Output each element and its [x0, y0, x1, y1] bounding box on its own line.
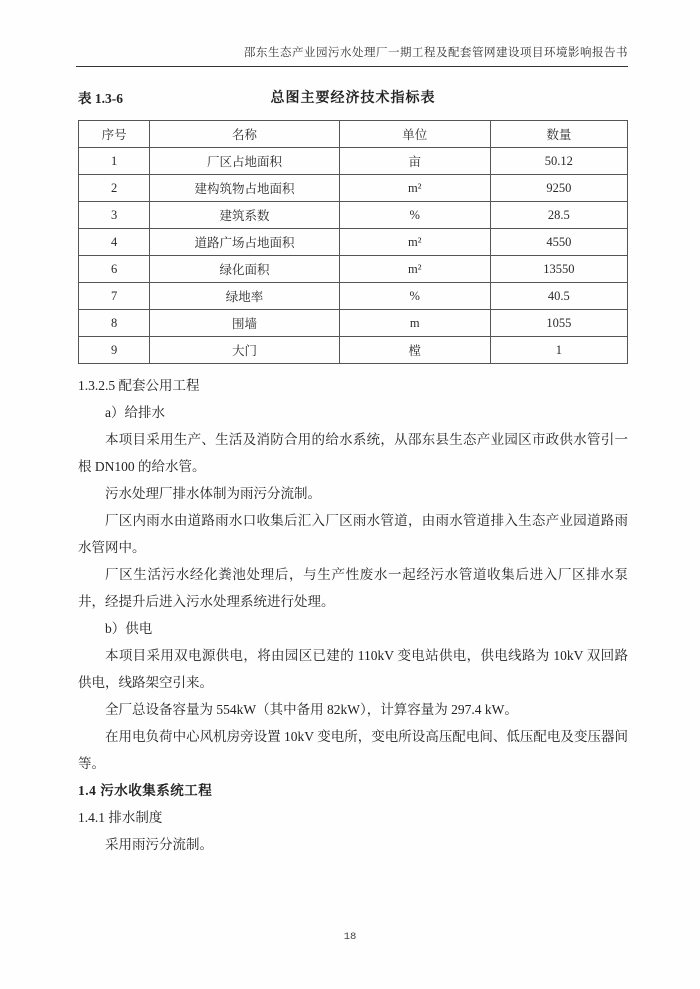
body-text — [78, 372, 628, 858]
table-row — [79, 202, 628, 229]
paragraph: 厂区生活污水经化粪池处理后，与生产性废水一起经污水管道收集后进入厂区排水泵井，经提升后进入污水处理系统进行处理。 — [78, 567, 628, 609]
page-content — [78, 84, 628, 858]
table-cell: 厂区占地面积 — [150, 148, 339, 175]
table-cell: m² — [339, 175, 490, 202]
table-title: 总图主要经济技术指标表 — [270, 91, 436, 106]
table-cell: 建筑系数 — [150, 202, 339, 229]
table-cell: 1 — [79, 148, 150, 175]
table-row — [79, 229, 628, 256]
table-row — [79, 148, 628, 175]
table-cell: 建构筑物占地面积 — [150, 175, 339, 202]
table-cell: 7 — [79, 283, 150, 310]
table-row — [79, 283, 628, 310]
table-cell: 樘 — [339, 337, 490, 364]
table-cell: m² — [339, 256, 490, 283]
table-cell: 4 — [79, 229, 150, 256]
page-header — [76, 44, 628, 67]
table-cell: 围墙 — [150, 310, 339, 337]
table-number-label: 表 1.3-6 — [78, 91, 123, 106]
header-cell-quantity: 数量 — [490, 121, 627, 148]
paragraph: 在用电负荷中心风机房旁设置 10kV 变电所，变电所设高压配电间、低压配电及变压器间等。 — [78, 729, 628, 771]
table-cell: 1055 — [490, 310, 627, 337]
paragraph: 本项目采用双电源供电，将由园区已建的 110kV 变电站供电，供电线路为 10kV 双回路供电，线路架空引来。 — [78, 648, 628, 690]
table-cell: 50.12 — [490, 148, 627, 175]
table-header-row — [79, 121, 628, 148]
table-cell: 绿地率 — [150, 283, 339, 310]
table-cell: 8 — [79, 310, 150, 337]
table-cell: 绿化面积 — [150, 256, 339, 283]
table-row — [79, 256, 628, 283]
paragraph: 全厂总设备容量为 554kW（其中备用 82kW），计算容量为 297.4 kW。 — [105, 702, 518, 717]
section-heading-1325: 1.3.2.5 配套公用工程 — [78, 378, 200, 393]
paragraph: 采用雨污分流制。 — [105, 837, 213, 852]
table-cell: 道路广场占地面积 — [150, 229, 339, 256]
table-caption — [78, 84, 628, 114]
paragraph: 污水处理厂排水体制为雨污分流制。 — [105, 486, 321, 501]
table-cell: 13550 — [490, 256, 627, 283]
table-cell: 4550 — [490, 229, 627, 256]
table-row — [79, 175, 628, 202]
table-cell: 9250 — [490, 175, 627, 202]
table-cell: 28.5 — [490, 202, 627, 229]
paragraph: 厂区内雨水由道路雨水口收集后汇入厂区雨水管道，由雨水管道排入生态产业园道路雨水管网中。 — [78, 513, 628, 555]
table-cell: 9 — [79, 337, 150, 364]
report-title: 邵东生态产业园污水处理厂一期工程及配套管网建设项目环境影响报告书 — [244, 47, 628, 59]
table-cell: m² — [339, 229, 490, 256]
table-cell: % — [339, 283, 490, 310]
table-cell: 大门 — [150, 337, 339, 364]
item-a-label: a）给排水 — [105, 405, 165, 420]
header-cell-name: 名称 — [150, 121, 339, 148]
section-heading-141: 1.4.1 排水制度 — [78, 810, 163, 825]
header-cell-unit: 单位 — [339, 121, 490, 148]
table-cell: 1 — [490, 337, 627, 364]
table-row — [79, 310, 628, 337]
table-cell: m — [339, 310, 490, 337]
table-cell: 2 — [79, 175, 150, 202]
section-heading-14: 1.4 污水收集系统工程 — [78, 783, 213, 798]
table-cell: % — [339, 202, 490, 229]
table-cell: 6 — [79, 256, 150, 283]
table-cell: 亩 — [339, 148, 490, 175]
table-cell: 3 — [79, 202, 150, 229]
economic-indicators-table — [78, 120, 628, 364]
page-number: 18 — [343, 931, 357, 943]
table-row — [79, 337, 628, 364]
item-b-label: b）供电 — [105, 621, 153, 636]
header-cell-index: 序号 — [79, 121, 150, 148]
table-cell: 40.5 — [490, 283, 627, 310]
paragraph: 本项目采用生产、生活及消防合用的给水系统，从邵东县生态产业园区市政供水管引一根 DN100 的给水管。 — [78, 432, 628, 474]
